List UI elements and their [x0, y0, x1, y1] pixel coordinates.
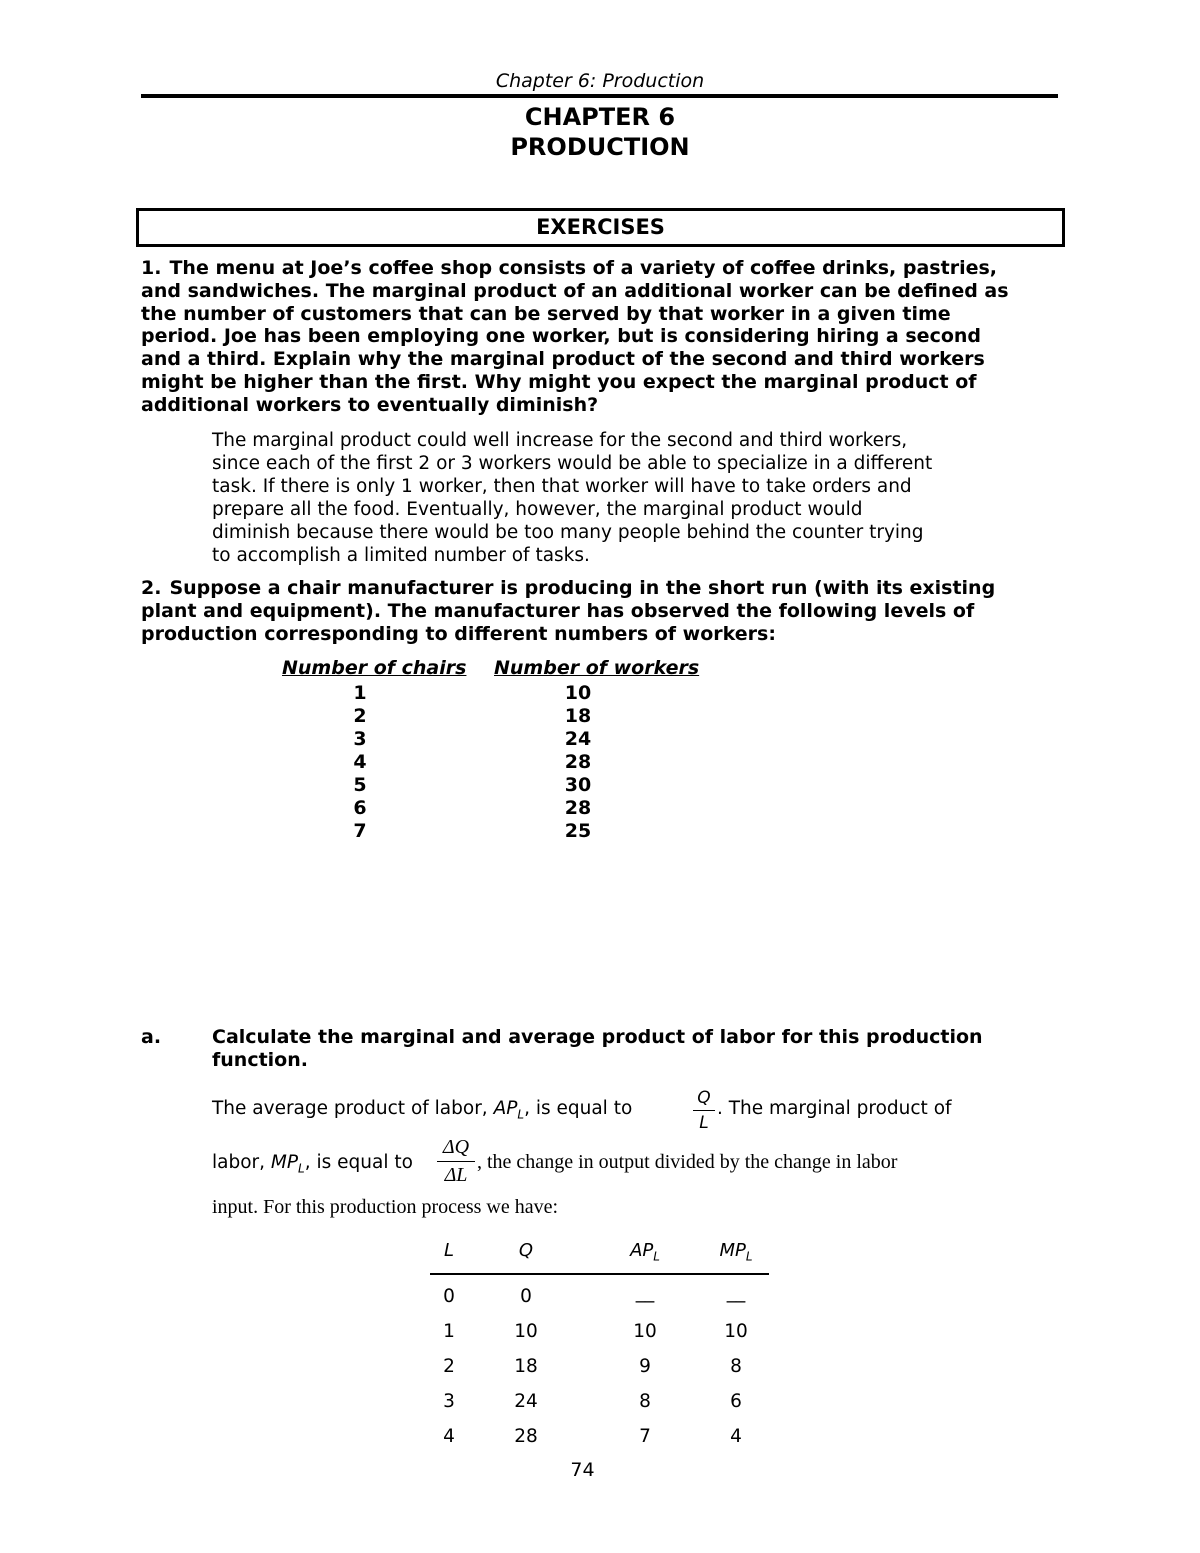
workers-cell: 10 [564, 682, 592, 704]
labor-table-cell: 10 [724, 1321, 748, 1342]
labor-table-cell: 4 [730, 1426, 742, 1447]
answer-1-line: since each of the first 2 or 3 workers would be able to specialize in a different [212, 453, 933, 474]
labor-table-cell: 10 [633, 1321, 657, 1342]
question-1-line: and a third. Explain why the marginal product of the second and third workers [141, 348, 985, 371]
labor-table-dash: __ [635, 1282, 655, 1303]
production-intro: input. For this production process we have: [212, 1196, 559, 1218]
labor-table-cell: 8 [639, 1391, 651, 1412]
workers-cell: 24 [564, 728, 592, 750]
chairs-cell: 3 [353, 728, 367, 750]
labor-table-cell: 3 [443, 1391, 455, 1412]
labor-table-cell: 4 [443, 1426, 455, 1447]
chairs-cell: 2 [353, 705, 367, 727]
chairs-cell: 5 [353, 774, 367, 796]
answer-1-line: diminish because there would be too many people behind the counter trying [212, 522, 924, 543]
question-2-number: 2. [141, 577, 162, 599]
ap-sentence-end: . The marginal product of [717, 1098, 952, 1119]
question-1-line: might be higher than the first. Why might you expect the marginal product of [141, 370, 977, 393]
question-1-line: period. Joe has been employing one worker, but is considering hiring a second [141, 325, 982, 348]
labor-table-cell: 24 [514, 1391, 538, 1412]
labor-table-cell: 2 [443, 1356, 455, 1377]
chapter-title-line2: PRODUCTION [510, 133, 690, 161]
labor-table-cell: 9 [639, 1356, 651, 1377]
labor-table-cell: 10 [514, 1321, 538, 1342]
chapter-title-line1: CHAPTER 6 [524, 103, 676, 131]
labor-table-cell: 1 [443, 1321, 455, 1342]
workers-cell: 28 [564, 797, 592, 819]
exercises-heading: EXERCISES [136, 208, 1065, 247]
answer-1 [212, 429, 987, 567]
answer-1-line: The marginal product could well increase for the second and third workers, [212, 430, 908, 451]
part-a-letter: a. [141, 1026, 162, 1048]
chapter-title [0, 102, 1200, 162]
labor-table-rule [430, 1273, 769, 1275]
header-rule [141, 94, 1058, 98]
question-2-line: production corresponding to different numbers of workers: [141, 622, 776, 645]
mp-sentence: labor, $MP_L$, is equal to [212, 1152, 413, 1176]
chairs-cell: 4 [353, 751, 367, 773]
fraction-dq-over-dl: ΔQ ΔL [437, 1136, 475, 1187]
chairs-cell: 6 [353, 797, 367, 819]
part-a-question: Calculate the marginal and average product of labor for this production function. [212, 1026, 983, 1071]
question-2 [141, 577, 1058, 645]
mp-symbol: $MP_L$ [270, 1152, 305, 1176]
answer-1-line: prepare all the food. Eventually, however, the marginal product would [212, 499, 863, 520]
question-1-number: 1. [141, 257, 162, 279]
workers-cell: 30 [564, 774, 592, 796]
question-1-line: and sandwiches. The marginal product of an additional worker can be defined as [141, 279, 1009, 302]
chairs-cell: 7 [353, 820, 367, 842]
workers-cell: 28 [564, 751, 592, 773]
answer-1-line: task. If there is only 1 worker, then that worker will have to take orders and [212, 476, 912, 497]
labor-table-header: $AP_L$ [630, 1240, 660, 1264]
chairs-cell: 1 [353, 682, 367, 704]
question-1-line: additional workers to eventually diminish? [141, 393, 599, 416]
labor-table-header: $MP_L$ [719, 1240, 753, 1264]
labor-table-dash: __ [726, 1282, 746, 1303]
question-1-line: 1. The menu at Joe’s coffee shop consists of a variety of coffee drinks, pastries, [141, 257, 997, 279]
labor-table-cell: 0 [520, 1286, 532, 1307]
page-number: 74 [570, 1459, 595, 1481]
labor-table-cell: 6 [730, 1391, 742, 1412]
col-header-workers: Number of workers [494, 657, 700, 679]
labor-table-cell: 28 [514, 1426, 538, 1447]
answer-1-line: to accomplish a limited number of tasks. [212, 545, 590, 566]
labor-table-cell: 0 [443, 1286, 455, 1307]
col-header-chairs: Number of chairs [282, 657, 467, 679]
fraction-q-over-l: Q L [693, 1088, 715, 1133]
ap-symbol: $AP_L$ [493, 1098, 525, 1122]
labor-table-cell: 18 [514, 1356, 538, 1377]
question-2-line: plant and equipment). The manufacturer has observed the following levels of [141, 599, 975, 622]
labor-table-header: L [443, 1240, 455, 1261]
labor-table-cell: 7 [639, 1426, 651, 1447]
labor-table-cell: 8 [730, 1356, 742, 1377]
mp-sentence-end: , the change in output divided by the change in labor [477, 1151, 898, 1173]
workers-cell: 25 [564, 820, 592, 842]
question-1 [141, 257, 1058, 417]
workers-cell: 18 [564, 705, 592, 727]
question-2-line: 2. Suppose a chair manufacturer is producing in the short run (with its existing [141, 577, 996, 599]
ap-sentence: The average product of labor, $AP_L$, is equal to [212, 1098, 633, 1122]
question-1-line: the number of customers that can be served by that worker in a given time [141, 302, 951, 325]
running-head: Chapter 6: Production [495, 70, 705, 92]
labor-table-header: Q [518, 1240, 534, 1261]
